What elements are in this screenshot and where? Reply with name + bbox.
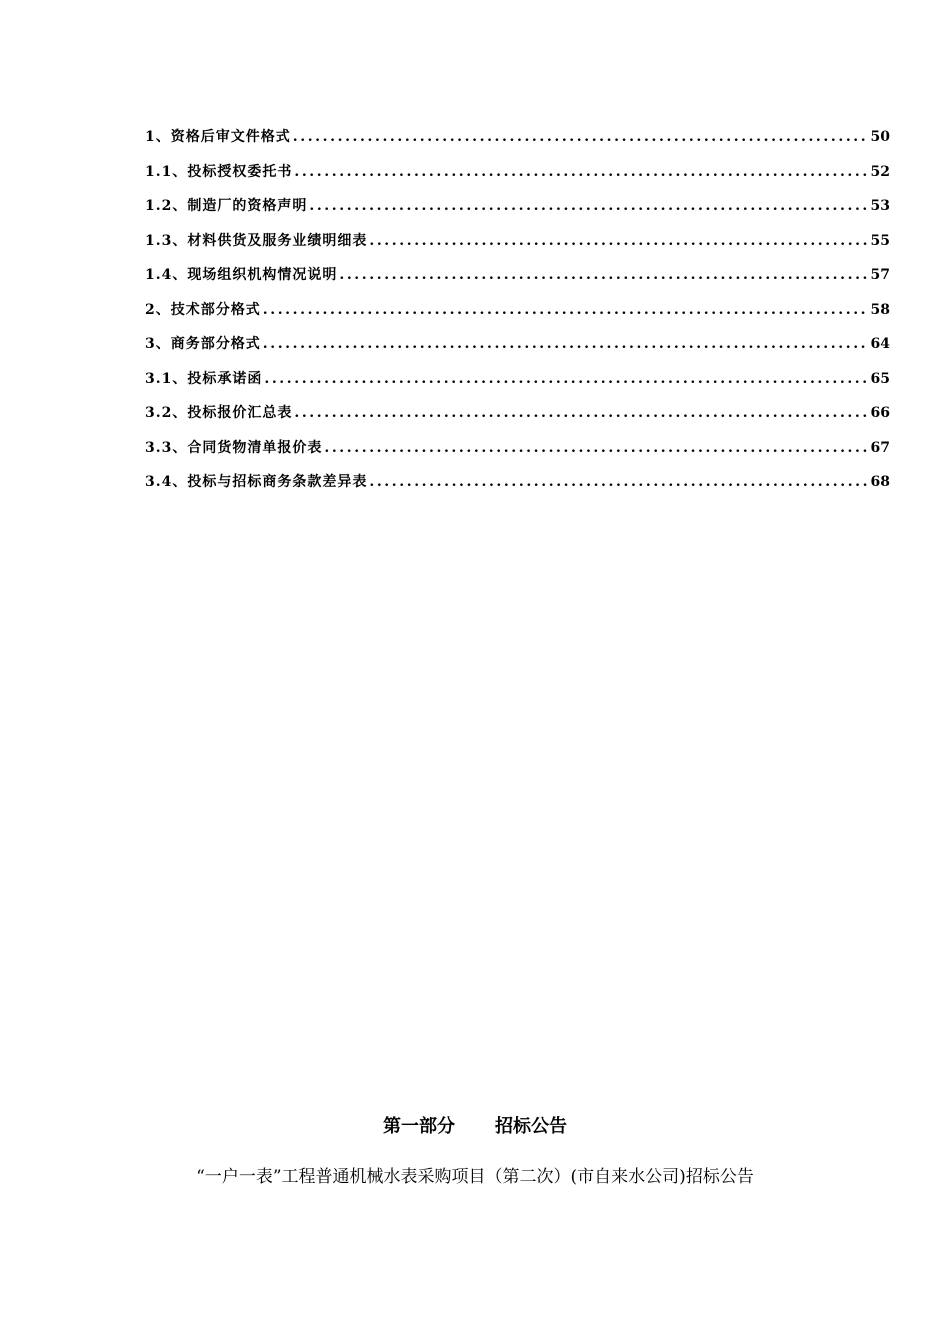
toc-entry[interactable] [145, 161, 890, 196]
toc-entry[interactable] [145, 230, 890, 265]
table-of-contents [145, 126, 890, 506]
toc-dot-leader [294, 164, 868, 180]
section-part-label: 第一部分 [383, 1116, 455, 1137]
toc-dot-leader [369, 474, 868, 490]
toc-entry[interactable] [145, 299, 890, 334]
notice-title: “一户一表”工程普通机械水表采购项目（第二次）(市自来水公司)招标公告 [196, 1167, 754, 1187]
toc-dot-leader [263, 336, 869, 352]
toc-entry-label: 3.1、投标承诺函 [145, 370, 263, 387]
toc-dot-leader [293, 129, 869, 145]
toc-dot-leader [264, 371, 868, 387]
toc-entry[interactable] [145, 126, 890, 161]
toc-dot-leader [294, 405, 868, 421]
toc-dot-leader [263, 302, 869, 318]
toc-entry[interactable] [145, 264, 890, 299]
toc-entry-label: 1.4、现场组织机构情况说明 [145, 267, 338, 283]
toc-entry[interactable] [145, 471, 890, 506]
toc-page-number: 64 [870, 336, 890, 352]
toc-dot-leader [309, 198, 868, 214]
toc-page-number: 53 [870, 198, 890, 214]
toc-entry-label: 1、资格后审文件格式 [145, 129, 291, 145]
toc-entry[interactable] [145, 368, 890, 403]
toc-entry[interactable] [145, 195, 890, 230]
toc-entry-label: 2、技术部分格式 [145, 301, 261, 318]
toc-entry-label: 1.1、投标授权委托书 [145, 163, 293, 180]
toc-page-number: 67 [870, 439, 890, 456]
toc-page-number: 58 [870, 301, 890, 318]
toc-entry-label: 3、商务部分格式 [145, 336, 261, 352]
toc-page-number: 57 [870, 267, 890, 283]
toc-entry-label: 1.2、制造厂的资格声明 [145, 198, 308, 214]
toc-dot-leader [369, 233, 868, 249]
toc-entry[interactable] [145, 437, 890, 472]
toc-entry-label: 3.4、投标与招标商务条款差异表 [145, 474, 368, 490]
toc-dot-leader [324, 440, 868, 456]
toc-entry-label: 3.3、合同货物清单报价表 [145, 439, 323, 456]
toc-page-number: 65 [870, 370, 890, 387]
toc-dot-leader [339, 267, 868, 283]
toc-page-number: 50 [870, 129, 890, 145]
toc-entry-label: 1.3、材料供货及服务业绩明细表 [145, 232, 368, 249]
section-name: 招标公告 [495, 1116, 567, 1137]
toc-page-number: 55 [870, 232, 890, 249]
toc-page-number: 68 [870, 474, 890, 490]
toc-entry[interactable] [145, 333, 890, 368]
section-heading [0, 1112, 950, 1138]
toc-entry[interactable] [145, 402, 890, 437]
toc-entry-label: 3.2、投标报价汇总表 [145, 405, 293, 421]
toc-page-number: 52 [870, 163, 890, 180]
toc-page-number: 66 [870, 405, 890, 421]
